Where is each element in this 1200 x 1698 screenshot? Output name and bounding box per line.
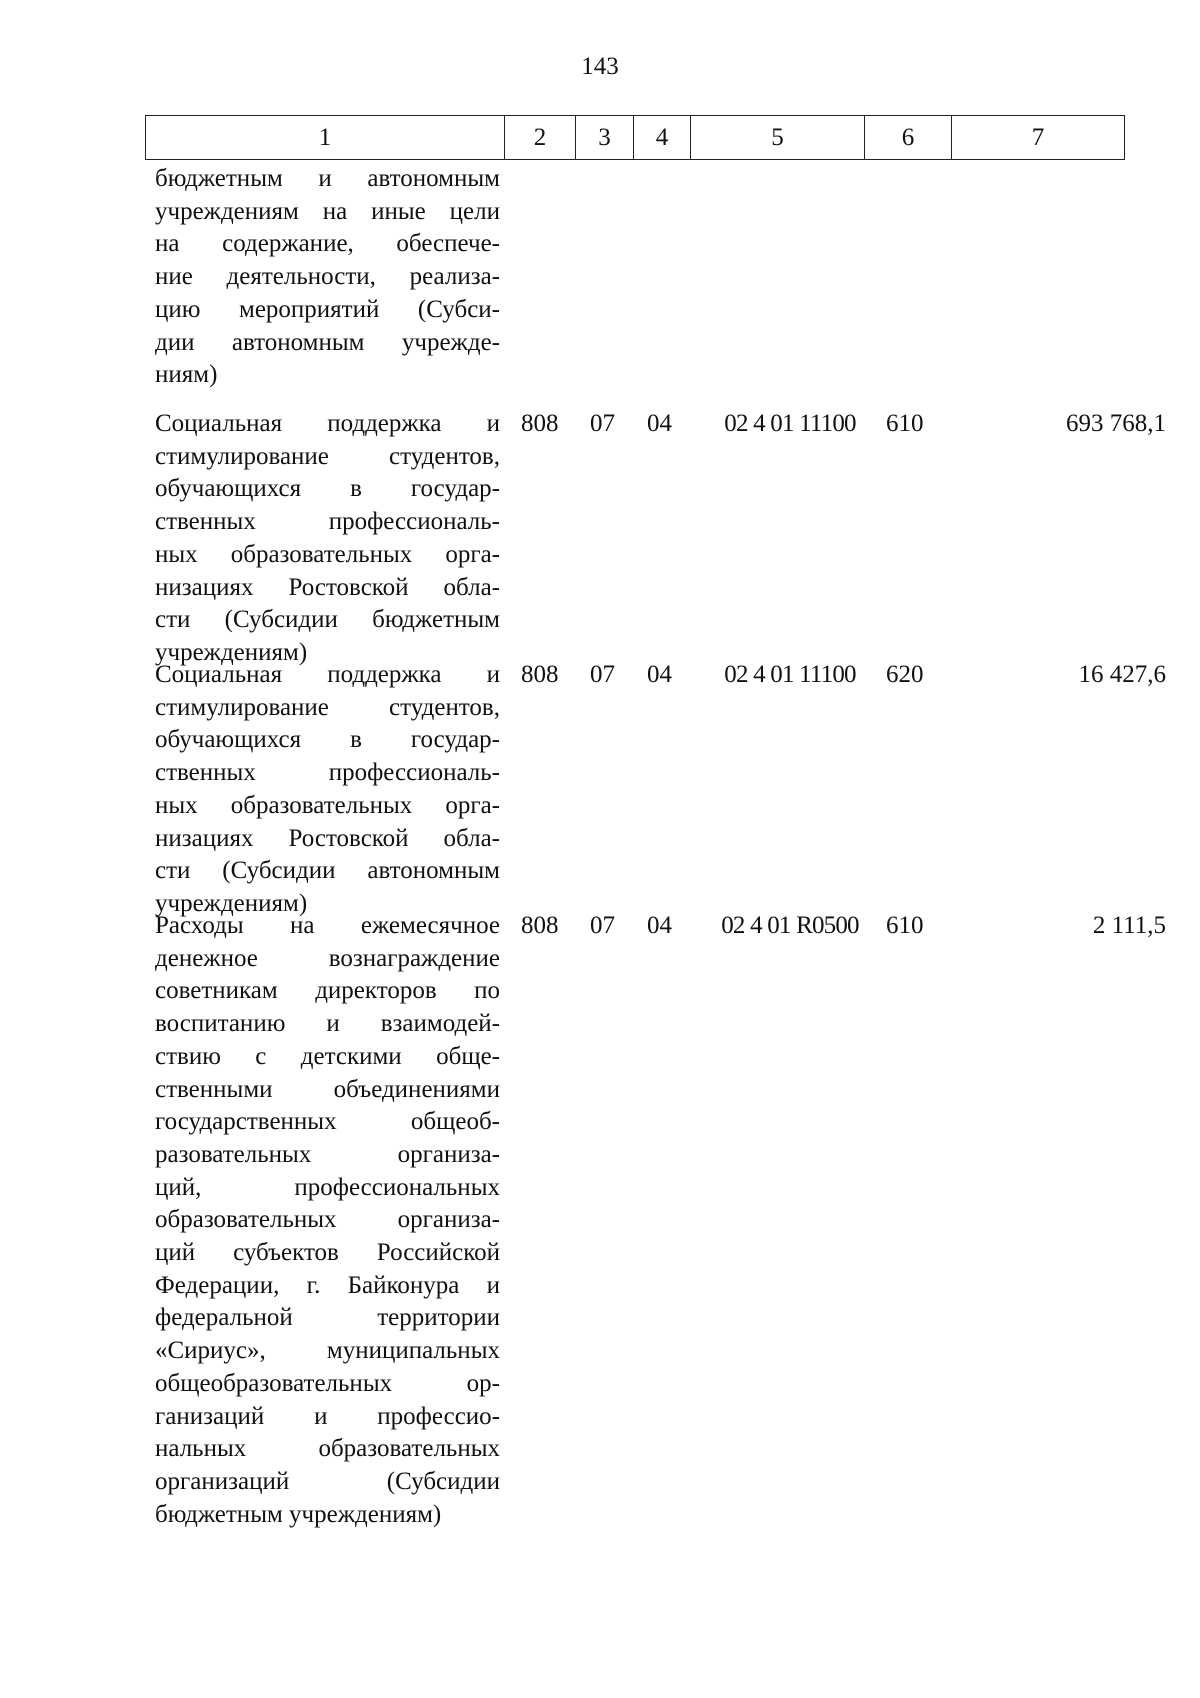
description-line: ствию с детскими обще- bbox=[155, 1042, 500, 1070]
column-header-row bbox=[146, 116, 1125, 160]
description-line: денежное вознаграждение bbox=[155, 944, 500, 972]
cell-section: 07 bbox=[590, 661, 615, 688]
column-header-3: 3 bbox=[576, 116, 634, 160]
column-header-6: 6 bbox=[865, 116, 952, 160]
description-line: дии автономным учрежде- bbox=[155, 328, 500, 356]
cell-expense-type: 620 bbox=[886, 661, 924, 688]
description-line: сти (Субсидии бюджетным bbox=[155, 606, 500, 634]
cell-grbs: 808 bbox=[521, 661, 559, 688]
page-number: 143 bbox=[581, 53, 619, 80]
cell-target-article: 02 4 01 R0500 bbox=[721, 912, 859, 939]
description-line: ций, профессиональных bbox=[155, 1173, 500, 1201]
description-line: «Сириус», муниципальных bbox=[155, 1337, 500, 1365]
description-line: ственных профессиональ- bbox=[155, 508, 500, 536]
description-line: федеральной территории bbox=[155, 1304, 500, 1332]
description-line: ственных профессиональ- bbox=[155, 759, 500, 787]
column-header-5: 5 bbox=[691, 116, 865, 160]
description-line: разовательных организа- bbox=[155, 1140, 500, 1168]
description-line: Федерации, г. Байконура и bbox=[155, 1271, 500, 1299]
description-line: низациях Ростовской обла- bbox=[155, 573, 500, 601]
cell-expense-type: 610 bbox=[886, 912, 924, 939]
cell-subsection: 04 bbox=[647, 410, 672, 437]
description-line: Социальная поддержка и bbox=[155, 410, 500, 437]
description-line: государственных общеоб- bbox=[155, 1108, 500, 1136]
description-line: ниям) bbox=[155, 361, 218, 389]
column-header-4: 4 bbox=[634, 116, 691, 160]
description-line: Социальная поддержка и bbox=[155, 661, 500, 688]
cell-grbs: 808 bbox=[521, 410, 559, 437]
description-line: учреждениям на иные цели bbox=[155, 197, 500, 225]
description-line: Расходы на ежемесячное bbox=[155, 912, 500, 939]
description-line: общеобразовательных ор- bbox=[155, 1369, 500, 1397]
cell-subsection: 04 bbox=[647, 661, 672, 688]
cell-target-article: 02 4 01 11100 bbox=[724, 410, 856, 437]
description-line: на содержание, обеспече- bbox=[155, 230, 500, 258]
description-line: ных образовательных орга- bbox=[155, 540, 500, 568]
description-line: стимулирование студентов, bbox=[155, 693, 500, 721]
description-line: бюджетным и автономным bbox=[155, 165, 500, 192]
row-description bbox=[155, 163, 500, 392]
cell-grbs: 808 bbox=[521, 912, 559, 939]
cell-target-article: 02 4 01 11100 bbox=[724, 661, 856, 688]
description-line: низациях Ростовской обла- bbox=[155, 824, 500, 852]
description-line: ние деятельности, реализа- bbox=[155, 263, 500, 291]
column-header-table bbox=[145, 115, 1125, 160]
description-line: ственными объединениями bbox=[155, 1075, 500, 1103]
cell-subsection: 04 bbox=[647, 912, 672, 939]
description-line: воспитанию и взаимодей- bbox=[155, 1010, 500, 1038]
description-line: обучающихся в государ- bbox=[155, 475, 500, 503]
description-line: бюджетным учреждениям) bbox=[155, 1500, 442, 1528]
row-description bbox=[155, 659, 500, 921]
column-header-1: 1 bbox=[146, 116, 505, 160]
description-line: советникам директоров по bbox=[155, 977, 500, 1005]
column-header-7: 7 bbox=[952, 116, 1125, 160]
cell-section: 07 bbox=[590, 912, 615, 939]
column-header-2: 2 bbox=[505, 116, 576, 160]
description-line: образовательных организа- bbox=[155, 1206, 500, 1234]
description-line: стимулирование студентов, bbox=[155, 442, 500, 470]
description-line: организаций (Субсидии bbox=[155, 1467, 500, 1495]
description-line: обучающихся в государ- bbox=[155, 726, 500, 754]
row-description bbox=[155, 408, 500, 670]
cell-section: 07 bbox=[590, 410, 615, 437]
cell-amount: 2 111,5 bbox=[1092, 912, 1166, 939]
description-line: учреждениям) bbox=[155, 638, 308, 666]
cell-expense-type: 610 bbox=[886, 410, 924, 437]
description-line: нальных образовательных bbox=[155, 1435, 500, 1463]
cell-amount: 16 427,6 bbox=[1078, 661, 1166, 688]
description-line: ций субъектов Российской bbox=[155, 1239, 500, 1267]
description-line: ных образовательных орга- bbox=[155, 791, 500, 819]
description-line: цию мероприятий (Субси- bbox=[155, 295, 500, 323]
description-line: ганизаций и профессио- bbox=[155, 1402, 500, 1430]
row-description bbox=[155, 910, 500, 1531]
description-line: сти (Субсидии автономным bbox=[155, 857, 500, 885]
cell-amount: 693 768,1 bbox=[1066, 410, 1166, 437]
description-line: учреждениям) bbox=[155, 889, 308, 917]
